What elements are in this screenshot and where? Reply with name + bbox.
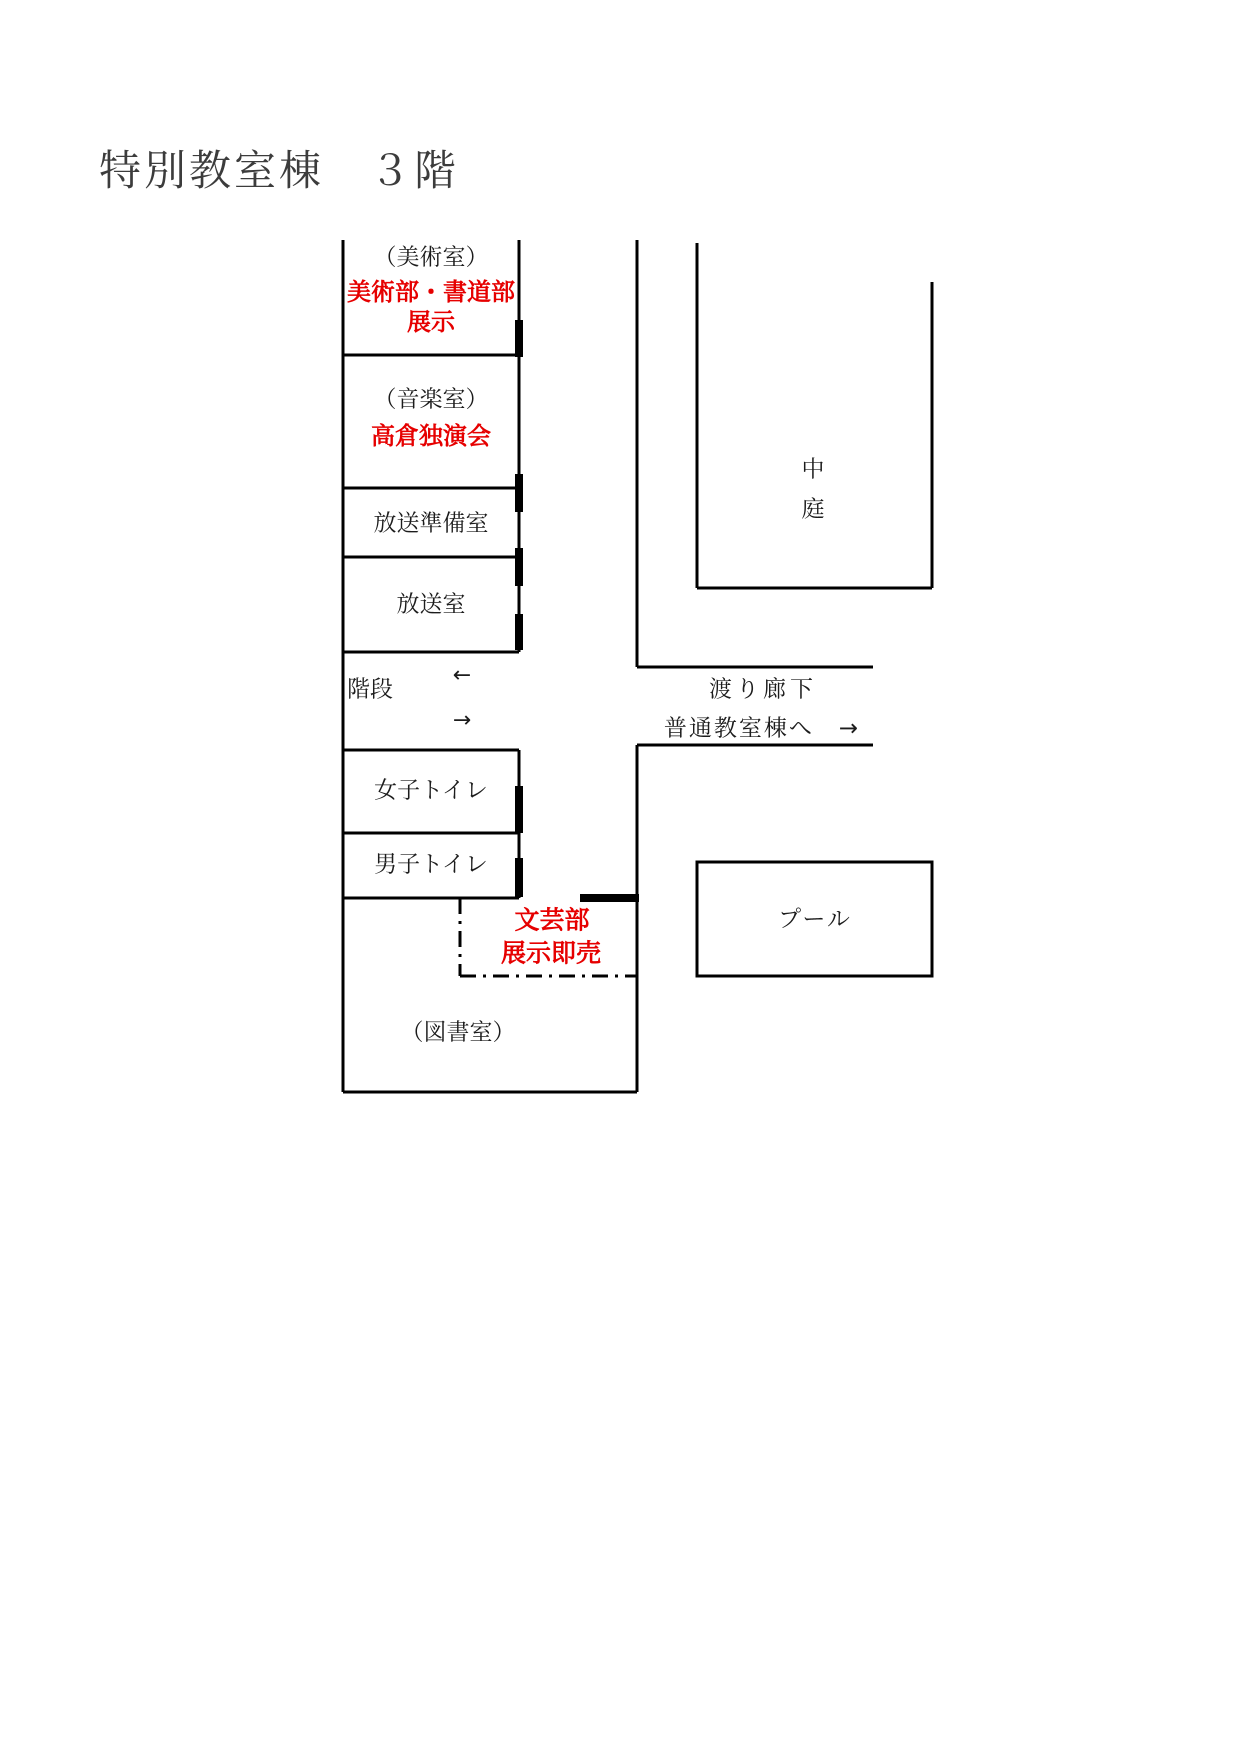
stairs-arrow-right-icon: → [452, 708, 472, 733]
room-label-broadcast: 放送室 [396, 591, 466, 618]
room-label-toilet-men: 男子トイレ [374, 851, 488, 878]
room-label-library: （図書室） [400, 1019, 516, 1046]
courtyard-label-1: 中 [801, 456, 825, 483]
page-title: 特別教室棟 ３階 [99, 146, 460, 195]
room-label-music: （音楽室） [373, 386, 489, 413]
event-label-library-1: 文芸部 [514, 905, 590, 935]
event-label-music: 高倉独演会 [371, 422, 491, 450]
event-label-library-2: 展示即売 [500, 938, 602, 968]
room-label-broadcast-prep: 放送準備室 [373, 510, 489, 537]
courtyard-label-2: 庭 [801, 496, 825, 523]
event-label-art-2: 展示 [407, 308, 455, 336]
stairs-arrow-left-icon: ← [452, 663, 472, 688]
room-label-art: （美術室） [373, 244, 489, 271]
event-label-art-1: 美術部・書道部 [347, 278, 515, 306]
room-label-toilet-women: 女子トイレ [374, 777, 488, 804]
walls [343, 240, 932, 1092]
walkway-destination-label: 普通教室棟へ → [663, 715, 861, 742]
door-jambs [519, 320, 639, 898]
walkway-label: 渡り廊下 [709, 676, 817, 703]
pool-label: プール [778, 906, 852, 933]
stairs-label: 階段 [347, 676, 393, 703]
